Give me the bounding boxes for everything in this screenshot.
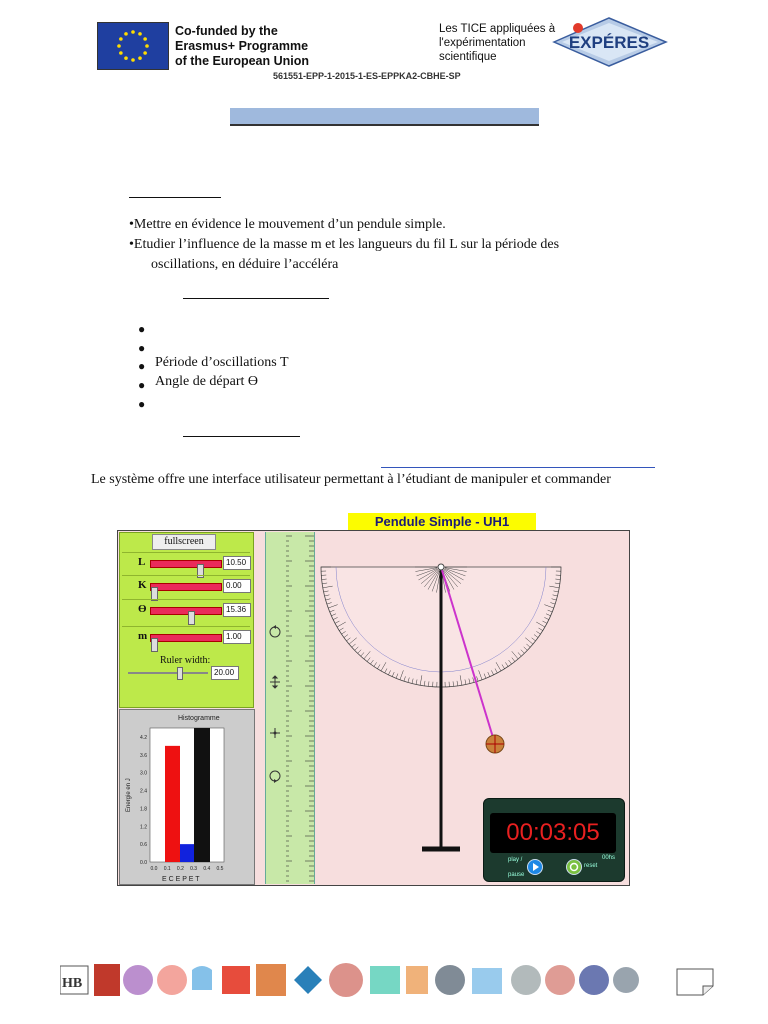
slider-row-angle — [122, 599, 250, 620]
histogram-bar-ep — [180, 844, 194, 862]
partner-logo — [60, 966, 88, 994]
pivot-point — [438, 564, 444, 570]
partner-logo — [545, 965, 575, 995]
eu-cofunded-text — [175, 24, 309, 69]
histogram-xlabel: E C E P E T — [162, 876, 200, 883]
page-corner-icon — [676, 968, 714, 996]
ruler-width-slider[interactable] — [128, 672, 208, 674]
stopwatch — [483, 798, 625, 882]
tice-text-line: scientifique — [439, 51, 497, 63]
ruler-width-field[interactable]: 20.00 — [211, 666, 239, 680]
objective-text: Mettre en évidence le mouvement d’un pendule simple. — [133, 217, 446, 232]
tice-text — [439, 22, 555, 64]
y-tick-label: 1.8 — [140, 806, 147, 813]
eu-star — [131, 58, 135, 62]
x-tick-label: 0.3 — [190, 866, 198, 872]
eu-star — [138, 32, 142, 36]
plot-area — [150, 728, 224, 862]
partner-logos — [60, 960, 640, 1000]
eu-star — [117, 44, 121, 48]
pause-label: pause — [508, 872, 525, 878]
partner-logo — [256, 964, 286, 996]
mass-value-field[interactable]: 1.00 — [223, 630, 251, 644]
slider-label: m — [138, 630, 148, 642]
y-tick-label: 3.6 — [140, 752, 147, 759]
objective-item — [129, 216, 446, 234]
k-slider[interactable] — [150, 583, 222, 591]
slider-row-k — [122, 575, 250, 596]
bullet-dot: • — [129, 237, 134, 252]
svg-text:HB: HB — [62, 976, 83, 991]
angle-slider[interactable] — [150, 607, 222, 615]
histogram-title: Histogramme — [178, 715, 220, 722]
slider-label: Ɵ — [138, 603, 147, 615]
reset-button[interactable] — [566, 859, 582, 875]
reference-code: 561551-EPP-1-2015-1-ES-EPPKA2-CBHE-SP — [273, 71, 461, 81]
objective-item — [129, 236, 559, 254]
eu-star — [124, 56, 128, 60]
eu-text-line: Erasmus+ Programme — [175, 39, 309, 53]
ruler-width-label: Ruler width: — [160, 655, 211, 666]
partner-logo — [294, 966, 322, 994]
link-underline — [381, 467, 655, 468]
reset-label: reset — [584, 863, 598, 869]
k-value-field[interactable]: 0.00 — [223, 579, 251, 593]
partner-logo — [123, 965, 153, 995]
section-underline — [129, 197, 221, 198]
fullscreen-button[interactable]: fullscreen — [152, 534, 216, 550]
title-bar — [230, 108, 539, 126]
length-slider[interactable] — [150, 560, 222, 568]
y-tick-label: 4.2 — [140, 734, 147, 741]
slider-knob[interactable] — [151, 638, 158, 652]
angle-value-field[interactable]: 15.36 — [223, 603, 251, 617]
eu-star — [138, 56, 142, 60]
y-tick-label: 3.0 — [140, 770, 147, 777]
rotate-icon[interactable] — [270, 625, 280, 637]
eu-star — [143, 51, 147, 55]
bullet-dot: ● — [138, 359, 146, 373]
x-tick-label: 0.1 — [163, 866, 171, 872]
histogram-chart — [120, 710, 254, 884]
histogram-ylabel: Energie en J — [126, 778, 132, 812]
slider-knob[interactable] — [177, 667, 183, 680]
play-label: play / — [508, 857, 523, 863]
y-tick-label: 2.4 — [140, 788, 147, 795]
x-tick-label: 0.2 — [176, 866, 184, 872]
histogram-bar-et — [194, 728, 210, 862]
stopwatch-unit: 00hs — [602, 855, 616, 861]
x-tick-label: 0.4 — [203, 866, 211, 872]
x-tick-label: 0.0 — [150, 866, 158, 872]
ruler-scale — [266, 532, 314, 884]
partner-logo — [613, 967, 639, 993]
move-icon[interactable] — [270, 728, 280, 738]
partner-logo — [579, 965, 609, 995]
stopwatch-time: 00:03:05 — [506, 819, 600, 846]
eu-star — [131, 30, 135, 34]
slider-row-length — [122, 552, 250, 573]
partner-logo — [435, 965, 465, 995]
partner-logo — [157, 965, 187, 995]
slider-knob[interactable] — [188, 611, 195, 625]
histogram-bar-ec — [165, 746, 180, 862]
vertical-ruler[interactable] — [265, 532, 315, 884]
eu-stars-icon — [98, 23, 168, 69]
move-icon[interactable] — [270, 676, 280, 688]
reset-icon — [567, 860, 581, 874]
slider-row-mass — [122, 626, 250, 647]
pendulum-bob[interactable] — [486, 735, 504, 753]
control-panel — [119, 532, 254, 708]
eu-star — [143, 37, 147, 41]
length-value-field[interactable]: 10.50 — [223, 556, 251, 570]
partner-logo — [192, 966, 212, 990]
y-tick-label: 0.0 — [140, 860, 147, 866]
bullet-dot: ● — [138, 341, 146, 355]
expere-logo-text: EXPÉRES — [568, 33, 650, 52]
bullet-dot: ● — [138, 378, 146, 392]
eu-star — [124, 32, 128, 36]
objective-text: Etudier l’influence de la masse m et les langueurs du fil L sur la période des — [133, 237, 560, 252]
simulation-title: Pendule Simple - UH1 — [348, 513, 536, 530]
partner-logo — [329, 963, 363, 997]
objective-continuation: oscillations, en déduire l’accéléra — [151, 257, 339, 272]
eu-star — [119, 37, 123, 41]
partner-logo — [472, 968, 502, 994]
play-icon — [528, 860, 542, 874]
section-underline — [183, 436, 300, 437]
slider-label: L — [138, 556, 146, 568]
eu-star — [145, 44, 149, 48]
partner-logo — [222, 966, 250, 994]
y-tick-label: 1.2 — [140, 824, 147, 831]
partner-logo — [370, 966, 400, 994]
tice-text-line: Les TICE appliquées à — [439, 23, 556, 35]
eu-text-line: Co-funded by the — [175, 24, 278, 38]
rotate-icon[interactable] — [270, 771, 280, 783]
section-underline — [183, 298, 329, 299]
tice-text-line: l'expérimentation — [439, 37, 526, 49]
eu-star — [119, 51, 123, 55]
description-text: Le système offre une interface utilisateur permettant à l’étudiant de manipuler et commander — [91, 472, 611, 487]
partner-logo — [406, 966, 428, 994]
partner-logo — [94, 964, 120, 996]
eu-text-line: of the European Union — [175, 54, 310, 68]
stopwatch-display — [490, 813, 616, 853]
expere-logo — [548, 16, 670, 68]
x-tick-label: 0.5 — [216, 866, 224, 872]
mass-slider[interactable] — [150, 634, 222, 642]
play-pause-button[interactable] — [527, 859, 543, 875]
bullet-dot: ● — [138, 397, 146, 411]
bullet-dot: • — [129, 217, 134, 232]
partner-logo — [511, 965, 541, 995]
bullet-dot: ● — [138, 322, 146, 336]
y-tick-label: 0.6 — [140, 842, 147, 849]
slider-label: K — [138, 579, 147, 591]
eu-flag-logo — [97, 22, 169, 70]
histogram-panel — [119, 709, 255, 885]
